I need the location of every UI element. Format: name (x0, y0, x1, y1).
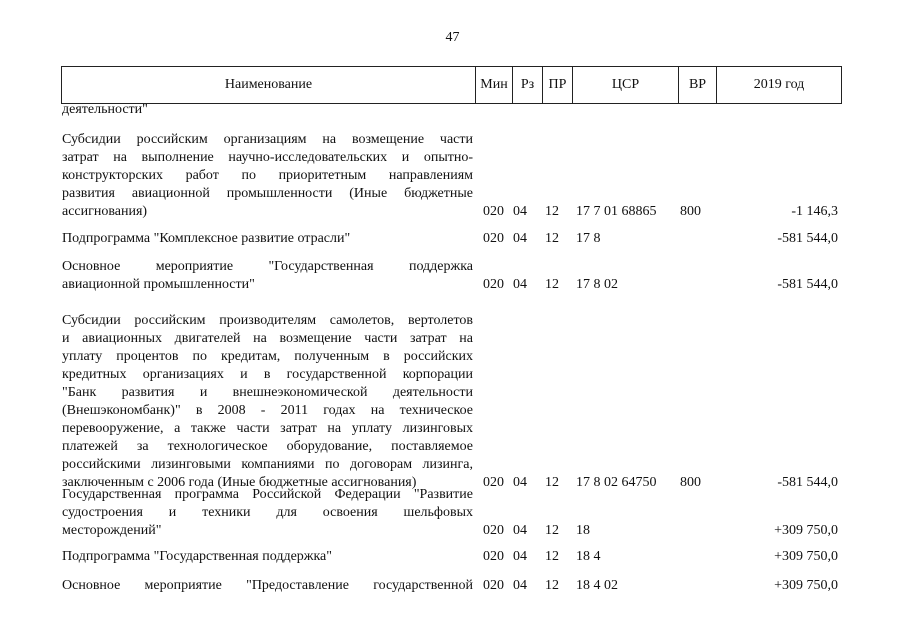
page-number: 47 (445, 30, 460, 45)
row-name-line: ассигнования) (62, 204, 148, 219)
row-name-line: затрат на выполнение научно-исследовательских и опытно- (62, 150, 473, 165)
row-name-line: Основное мероприятие "Государственная поддержка (62, 259, 473, 274)
cell-pr: 12 (545, 523, 559, 538)
header-vr: ВР (678, 67, 716, 103)
header-pr: ПР (542, 67, 572, 103)
cell-csr: 17 8 02 (576, 277, 618, 292)
row-name-line: конструкторских работ по приоритетным направлениям (62, 168, 473, 183)
cell-rz: 04 (513, 204, 527, 219)
header-min: Мин (475, 67, 512, 103)
cell-pr: 12 (545, 475, 559, 490)
cell-vr: 800 (680, 475, 701, 490)
cell-csr: 17 8 02 64750 (576, 475, 657, 490)
row-name-line: кредитных организациях и в государственной корпорации (62, 367, 473, 382)
cell-sum: -581 544,0 (777, 277, 838, 292)
cell-min: 020 (483, 475, 504, 490)
row-name-line: месторождений" (62, 523, 162, 538)
table-row (0, 312, 905, 492)
header-rz: Рз (512, 67, 542, 103)
cell-min: 020 (483, 549, 504, 564)
row-name (62, 548, 473, 566)
row-name (62, 486, 473, 540)
row-name-line: Подпрограмма "Комплексное развитие отрасли" (62, 231, 351, 246)
cell-pr: 12 (545, 231, 559, 246)
row-name-line: развития авиационной промышленности (Иные бюджетные (62, 186, 473, 201)
header-year: 2019 год (716, 67, 841, 103)
cell-rz: 04 (513, 277, 527, 292)
cell-csr: 17 8 (576, 231, 601, 246)
row-name-line: уплату процентов по кредитам, полученным в российских (62, 349, 473, 364)
cell-min: 020 (483, 231, 504, 246)
cell-min: 020 (483, 523, 504, 538)
cell-pr: 12 (545, 578, 559, 593)
cell-min: 020 (483, 277, 504, 292)
cell-sum: -581 544,0 (777, 231, 838, 246)
row-name (62, 312, 473, 492)
cell-csr: 18 4 02 (576, 578, 618, 593)
row-name (62, 131, 473, 221)
cell-min: 020 (483, 204, 504, 219)
cell-rz: 04 (513, 578, 527, 593)
cell-rz: 04 (513, 231, 527, 246)
row-name-line: авиационной промышленности" (62, 277, 255, 292)
row-name (62, 258, 473, 294)
cell-csr: 17 7 01 68865 (576, 204, 657, 219)
row-name (62, 577, 473, 595)
row-name-line: Субсидии российским организациям на возмещение части (62, 132, 473, 147)
table-row (0, 131, 905, 221)
cell-sum: -1 146,3 (791, 204, 838, 219)
header-csr: ЦСР (572, 67, 678, 103)
cell-min: 020 (483, 578, 504, 593)
table-row (0, 548, 905, 566)
row-name-line: заключенным с 2006 года (Иные бюджетные ассигнования) (62, 475, 417, 490)
cell-pr: 12 (545, 277, 559, 292)
cell-sum: -581 544,0 (777, 475, 838, 490)
cell-csr: 18 (576, 523, 590, 538)
row-name (62, 230, 473, 248)
cell-rz: 04 (513, 549, 527, 564)
table-row (0, 486, 905, 540)
header-name: Наименование (224, 77, 313, 92)
row-name-line: платежей за технологическое оборудование, поставляемое (62, 439, 473, 454)
row-name-line: "Банк развития и внешнеэкономической деятельности (62, 385, 473, 400)
table-row (0, 230, 905, 248)
row-name-line: Основное мероприятие "Предоставление государственной (62, 578, 473, 593)
row-name-line: Субсидии российским производителям самолетов, вертолетов (62, 313, 473, 328)
continuation-text: деятельности" (62, 102, 148, 117)
cell-csr: 18 4 (576, 549, 601, 564)
cell-vr: 800 (680, 204, 701, 219)
row-name-line: Государственная программа Российской Федерации "Развитие (62, 487, 473, 502)
cell-sum: +309 750,0 (774, 549, 838, 564)
cell-rz: 04 (513, 523, 527, 538)
row-name-line: и авиационных двигателей на возмещение части затрат на (62, 331, 473, 346)
table-row (0, 577, 905, 595)
row-name-line: (Внешэкономбанк)" в 2008 - 2011 годах на техническое (62, 403, 473, 418)
cell-sum: +309 750,0 (774, 523, 838, 538)
row-name-line: перевооружение, а также части затрат на уплату лизинговых (62, 421, 473, 436)
row-name-line: судостроения и техники для освоения шельфовых (62, 505, 473, 520)
row-name-line: российскими лизинговыми компаниями по договорам лизинга, (62, 457, 473, 472)
table-header (61, 66, 842, 104)
row-name-line: Подпрограмма "Государственная поддержка" (62, 549, 332, 564)
cell-pr: 12 (545, 549, 559, 564)
cell-sum: +309 750,0 (774, 578, 838, 593)
table-row (0, 258, 905, 294)
cell-rz: 04 (513, 475, 527, 490)
cell-pr: 12 (545, 204, 559, 219)
